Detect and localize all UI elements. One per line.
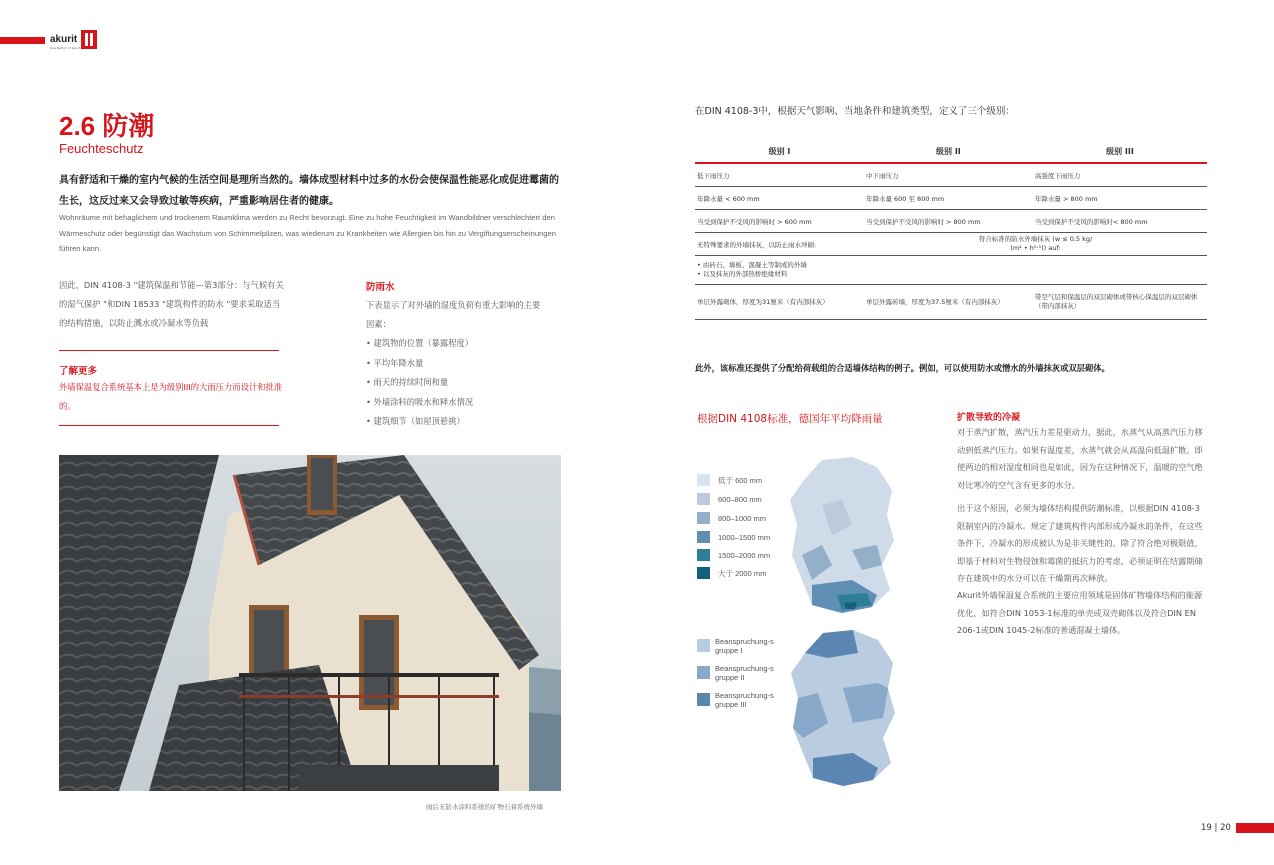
map-title: 根据DIN 4108标准，德国年平均降雨量 — [697, 413, 883, 425]
legend-swatch — [697, 512, 710, 524]
legend-swatch — [697, 549, 710, 561]
table-row — [695, 187, 1207, 210]
lead-paragraph-de: Wohnräume mit behaglichem und trockenem Raumklima werden zu Recht bevorzugt. Eine zu hohe Feuchtigkeit im Wandbildner verschlechtert den Wärmeschutz oder begünstigt das Wachstum von Schimmelpilzen, was wiederum zu Krankheiten wie Allergien bis hin zu Vergiftungserscheinungen führen kann. — [59, 213, 556, 253]
more-divider-bottom — [59, 425, 279, 426]
legend-label: 600–800 mm — [718, 494, 762, 504]
table-cell: 带空气层和保温层的双层砌体或带核心保温层的双层砌体（带内部抹灰） — [1033, 285, 1207, 320]
table-cell: 无特殊要求的外墙抹灰，以防止雨水冲刷： — [695, 233, 864, 256]
list-item: • 建筑物的位置（暴露程度） — [366, 338, 474, 348]
legend-item — [697, 691, 774, 709]
table-cell: 当受到保护不受风的影响时 > 600 mm — [695, 210, 864, 233]
table-header: 级别 III — [1033, 140, 1207, 163]
legend-label: 800–1000 mm — [718, 513, 766, 523]
legend-swatch — [697, 474, 710, 486]
list-item: • 建筑细节（如屋顶悬挑） — [366, 416, 465, 426]
table-header-row — [695, 140, 1207, 163]
legend-label: 低于 600 mm — [718, 475, 763, 485]
table-note: 此外，该标准还提供了分配给荷载组的合适墙体结构的例子。例如，可以使用防水或憎水的外墙抹灰或双层砌体。 — [695, 363, 1110, 373]
more-divider-top — [59, 350, 279, 351]
condensation-paragraph-2: 出于这个原因，必须为墙体结构提供防潮标准，以根据DIN 4108-3限制室内的冷凝水。规定了建筑构件内部形成冷凝水的条件，在这些条件下，冷凝水的形成被认为是非关键性的。除了符合绝对极限值，即基于材料对生物侵蚀和霉菌的抵抗力的考虑，必须证明在结露期储存在建筑中的水分可以在干燥期再次释放。 — [957, 503, 1203, 583]
legend-label: 1000–1500 mm — [718, 532, 771, 542]
legend-swatch — [697, 693, 710, 706]
legend-swatch — [697, 666, 710, 679]
photo-caption: 雨后无防水涂料系统的矿物石膏系统外墙 — [426, 803, 543, 811]
legend-label: Beanspruchung-s gruppe III — [715, 691, 774, 709]
table-row — [695, 256, 1207, 285]
legend-item — [697, 637, 774, 655]
table-row — [695, 285, 1207, 320]
legend-label: Beanspruchung-s gruppe I — [715, 637, 774, 655]
table-cell-line: • 以及抹灰的外部热桥绝缘材料 — [697, 270, 788, 278]
more-heading: 了解更多 — [59, 366, 98, 377]
table-cell: 低下雨压力 — [695, 163, 864, 187]
table-cell — [695, 256, 1207, 285]
rain-heading: 防雨水 — [366, 282, 395, 293]
legend-swatch — [697, 531, 710, 543]
table-header: 级别 I — [695, 140, 864, 163]
table-cell: 当受到保护不受风的影响时 > 800 mm — [864, 210, 1033, 233]
condensation-heading: 扩散导致的冷凝 — [957, 413, 1021, 423]
table-row — [695, 233, 1207, 256]
table-cell: 高强度下雨压力 — [1033, 163, 1207, 187]
legend-item — [697, 549, 770, 561]
table-cell: 年降水量 < 600 mm — [695, 187, 864, 210]
legend-item — [697, 531, 770, 543]
legend-item — [697, 664, 774, 682]
condensation-paragraph-1: 对于蒸汽扩散，蒸汽压力差是驱动力，据此，水蒸气从高蒸汽压力移动到低蒸汽压力。如果有温度差，水蒸气就会从高温向低温扩散。即使两边的相对湿度相同也是如此，因为在这种情况下，温暖的空气绝对比寒冷的空气含有更多的水分。 — [957, 427, 1203, 490]
legend-label: Beanspruchung-s gruppe II — [715, 664, 774, 682]
list-item: • 平均年降水量 — [366, 357, 424, 368]
legend-swatch — [697, 567, 710, 579]
lead-paragraph-cn: 具有舒适和干燥的室内气候的生活空间是理所当然的。墙体成型材料中过多的水份会使保温性能恶化或促进霉菌的生长，这反过来又会导致过敏等疾病，严重影响居住者的健康。 — [59, 175, 559, 207]
rain-factor-list — [366, 334, 473, 432]
table-header: 级别 II — [864, 140, 1033, 163]
legend-item — [697, 512, 766, 524]
logo-subtext: One Nation of akurit — [50, 46, 81, 50]
footer-red-bar — [1236, 823, 1274, 833]
din-paragraph: 因此，DIN 4108-3 "建筑保温和节能—第3部分：与气候有关的湿气保护 "和DIN 18533 "建筑构件的防水 "要求采取适当的结构措施，以防止溅水或冷凝水等负载 — [59, 280, 284, 328]
legend-swatch — [697, 639, 710, 652]
section-subtitle: Feuchteschutz — [59, 141, 144, 156]
table-row — [695, 163, 1207, 187]
logo-text: akurit — [50, 34, 78, 45]
load-group-map — [783, 628, 903, 788]
house-facade-photo — [59, 455, 561, 791]
table-cell-line: • 由砖石、墙板、混凝土等制成的外墙 — [697, 261, 807, 269]
precipitation-map — [782, 455, 902, 615]
table-cell: 中下雨压力 — [864, 163, 1033, 187]
list-item: • 雨天的持续时间和量 — [366, 377, 449, 387]
table-cell-line: 符合标准的防水外墙抹灰 (w ≤ 0,5 kg/ — [978, 235, 1093, 243]
legend-item — [697, 474, 762, 486]
table-cell: 单层外露砌体，厚度为31厘米（有内部抹灰） — [695, 285, 864, 320]
legend-swatch — [697, 493, 710, 505]
header-red-bar — [0, 37, 45, 44]
table-cell: 当受到保护不受风的影响时< 800 mm — [1033, 210, 1207, 233]
logo-mark-icon — [81, 30, 97, 49]
table-row — [695, 210, 1207, 233]
levels-intro: 在DIN 4108-3中，根据天气影响、当地条件和建筑类型，定义了三个级别： — [695, 106, 1015, 117]
list-item: • 外墙涂料的吸水和释水情况 — [366, 396, 474, 407]
legend-label: 大于 2000 mm — [718, 568, 767, 578]
rain-level-table — [695, 140, 1207, 320]
rain-intro: 下表显示了对外墙的湿度负荷有重大影响的主要因素： — [366, 300, 541, 329]
legend-item — [697, 567, 766, 579]
page-number: 19 | 20 — [1201, 823, 1231, 833]
table-cell — [864, 233, 1207, 256]
table-cell: 单层外露砖墙，厚度为37.5厘米（有内部抹灰） — [864, 285, 1033, 320]
legend-item — [697, 493, 762, 505]
legend-label: 1500–2000 mm — [718, 550, 771, 560]
more-text: 外墙保温复合系统基本上是为级别III的大雨压力而设计和批准的。 — [59, 382, 283, 411]
section-title: 2.6 防潮 — [59, 111, 155, 141]
table-cell-line: (m² • h⁰·⁵)) auf: — [1010, 244, 1061, 252]
table-cell: 年降水量 > 800 mm — [1033, 187, 1207, 210]
table-cell: 年降水量 600 至 800 mm — [864, 187, 1033, 210]
condensation-paragraph-3: Akurit外墙保温复合系统的主要应用领域是固体矿物墙体结构的能源优化，如符合DIN 1053-1标准的单壳或双壳砌体以及符合DIN EN 206-1或DIN 1045-2标准的普通混凝土墙体。 — [957, 590, 1203, 635]
